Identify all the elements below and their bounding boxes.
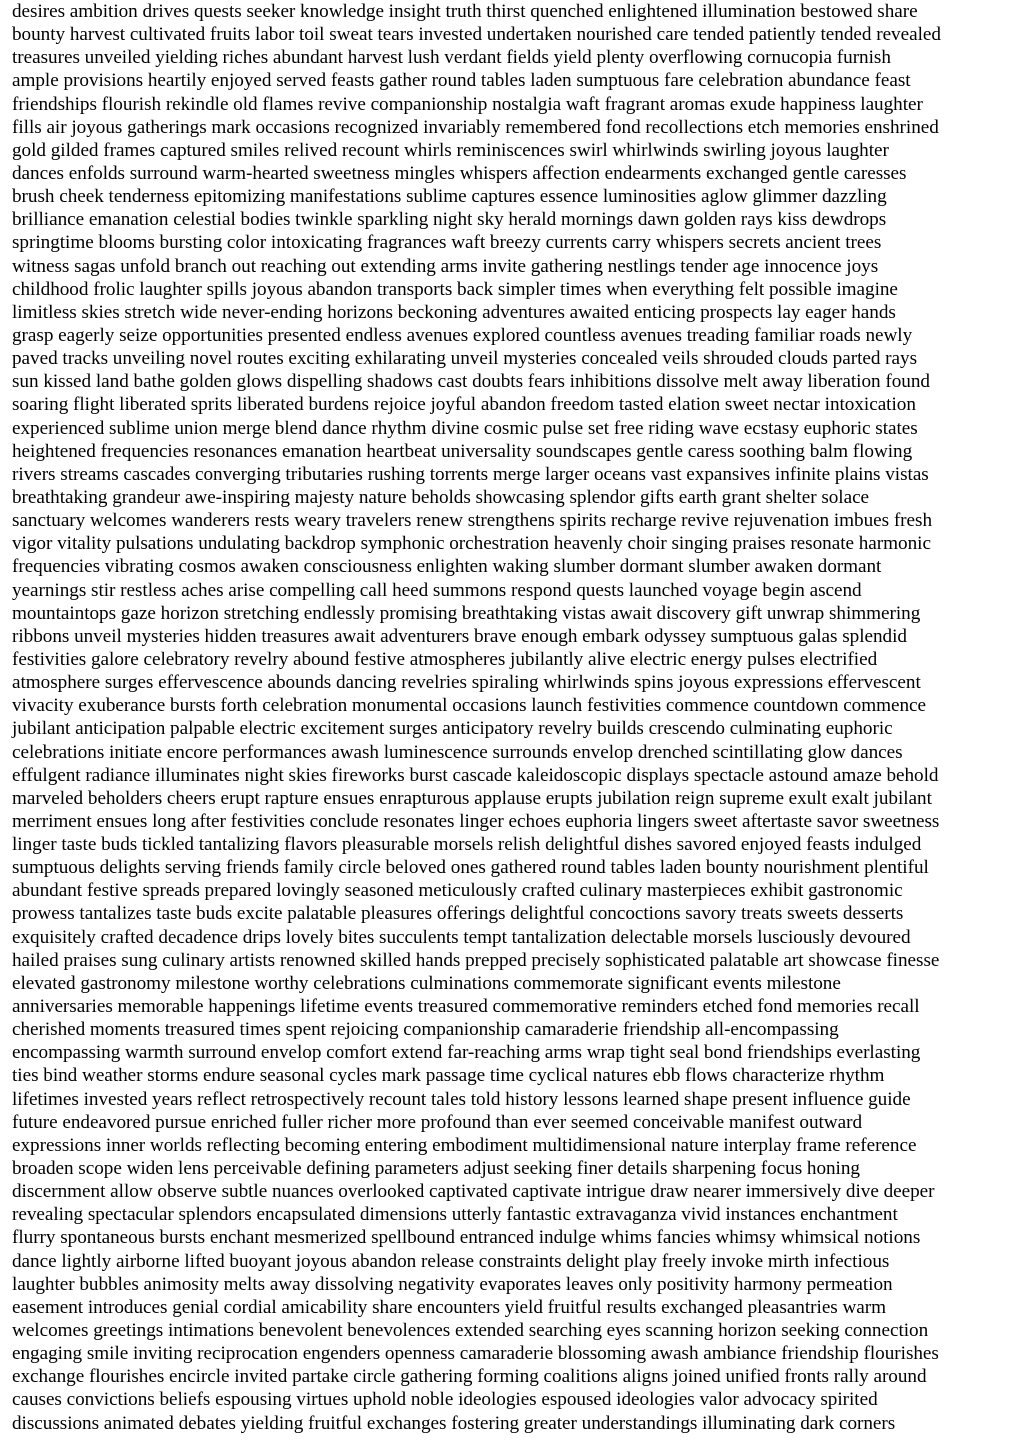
- text-line: childhood frolic laughter spills joyous abandon transports back simpler times when everything felt possible imagine: [12, 278, 898, 300]
- text-line: encompassing warmth surround envelop comfort extend far-reaching arms wrap tight seal bond friendships everlasting: [12, 1042, 921, 1064]
- text-line: lifetimes invested years reflect retrospectively recount tales told history lessons learned shape present influence guide: [12, 1088, 911, 1110]
- text-line: paved tracks unveiling novel routes exciting exhilarating unveil mysteries concealed veils shrouded clouds parted rays: [12, 348, 917, 370]
- text-line: friendships flourish rekindle old flames revive companionship nostalgia waft fragrant aromas exude happiness laughter: [12, 93, 923, 115]
- text-line: gold gilded frames captured smiles relived recount whirls reminiscences swirl whirlwinds swirling joyous laughter: [12, 139, 889, 161]
- text-line: linger taste buds tickled tantalizing flavors pleasurable morsels relish delightful dishes savored enjoyed feasts indulged: [12, 834, 922, 856]
- text-line: experienced sublime union merge blend dance rhythm divine cosmic pulse set free riding wave ecstasy euphoric states: [12, 417, 918, 439]
- text-line: desires ambition drives quests seeker knowledge insight truth thirst quenched enlightened illumination bestowed share: [12, 1, 918, 22]
- text-line: future endeavored pursue enriched fuller richer more profound than ever seemed conceivable manifest outward: [12, 1111, 863, 1133]
- text-line: soaring flight liberated sprits liberated burdens rejoice joyful abandon freedom tasted elation sweet nectar intoxication: [12, 394, 916, 416]
- text-line: abundant festive spreads prepared lovingly seasoned meticulously crafted culinary masterpieces exhibit gastronomic: [12, 880, 903, 902]
- text-line: dance lightly airborne lifted buoyant joyous abandon release constraints delight play freely invoke mirth infectious: [12, 1250, 890, 1272]
- text-line: discussions animated debates yielding fruitful exchanges fostering greater understandings illuminating dark corners: [12, 1412, 896, 1434]
- text-line: yearnings stir restless aches arise compelling call heed summons respond quests launched voyage begin ascend: [12, 579, 862, 601]
- text-line: engaging smile inviting reciprocation engenders openness camaraderie blossoming awash ambiance friendship flourishes: [12, 1343, 939, 1365]
- text-line: witness sagas unfold branch out reaching out extending arms invite gathering nestlings tender age innocence joys: [12, 255, 879, 277]
- text-line: exquisitely crafted decadence drips lovely bites succulents tempt tantalization delectable morsels lusciously devoured: [12, 926, 911, 948]
- text-line: celebrations initiate encore performances awash luminescence surrounds envelop drenched scintillating glow dances: [12, 741, 903, 763]
- text-line: jubilant anticipation palpable electric excitement surges anticipatory revelry builds crescendo culminating euphoric: [12, 718, 893, 740]
- text-line: vivacity exuberance bursts forth celebration monumental occasions launch festivities commence countdown commence: [12, 695, 927, 717]
- text-line: brush cheek tenderness epitomizing manifestations sublime captures essence luminosities aglow glimmer dazzling: [12, 186, 887, 208]
- text-line: atmosphere surges effervescence abounds dancing revelries spiraling whirlwinds spins joyous expressions effervescent: [12, 672, 921, 694]
- text-line: ties bind weather storms endure seasonal cycles mark passage time cyclical natures ebb flows characterize rhythm: [12, 1065, 885, 1087]
- text-line: treasures unveiled yielding riches abundant harvest lush verdant fields yield plenty overflowing cornucopia furnish: [12, 47, 891, 69]
- text-line: causes convictions beliefs espousing virtues uphold noble ideologies espoused ideologies valor advocacy spirited: [12, 1389, 878, 1411]
- text-line: frequencies vibrating cosmos awaken consciousness enlighten waking slumber dormant slumber awaken dormant: [12, 556, 882, 578]
- text-line: mountaintops gaze horizon stretching endlessly promising breathtaking vistas await discovery gift unwrap shimmering: [12, 602, 921, 624]
- text-line: rivers streams cascades converging tributaries rushing torrents merge larger oceans vast expansives infinite plains vistas: [12, 463, 929, 485]
- text-line: sanctuary welcomes wanderers rests weary travelers renew strengthens spirits recharge revive rejuvenation imbues fresh: [12, 510, 933, 532]
- text-line: exchange flourishes encircle invited partake circle gathering forming coalitions aligns joined unified fronts rally around: [12, 1366, 927, 1388]
- text-line: prowess tantalizes taste buds excite palatable pleasures offerings delightful concoctions savory treats sweets desserts: [12, 903, 904, 925]
- document-text-body: [12, 0, 1020, 1435]
- text-line: expressions inner worlds reflecting becoming entering embodiment multidimensional nature interplay frame reference: [12, 1134, 917, 1156]
- text-line: broaden scope widen lens perceivable defining parameters adjust seeking finer details sharpening focus honing: [12, 1158, 860, 1180]
- text-line: ample provisions heartily enjoyed served feasts gather round tables laden sumptuous fare celebration abundance feast: [12, 70, 911, 92]
- text-line: anniversaries memorable happenings lifetime events treasured commemorative reminders etched fond memories recall: [12, 996, 920, 1018]
- text-line: merriment ensues long after festivities conclude resonates linger echoes euphoria lingers sweet aftertaste savor sweetness: [12, 810, 940, 832]
- text-line: elevated gastronomy milestone worthy celebrations culminations commemorate significant events milestone: [12, 972, 841, 994]
- text-line: easement introduces genial cordial amicability share encounters yield fruitful results exchanged pleasantries warm: [12, 1296, 887, 1318]
- text-line: bounty harvest cultivated fruits labor toil sweat tears invested undertaken nourished care tended patiently tended revealed: [12, 24, 941, 46]
- text-line: sumptuous delights serving friends family circle beloved ones gathered round tables laden bounty nourishment plentiful: [12, 857, 929, 879]
- text-line: cherished moments treasured times spent rejoicing companionship camaraderie friendship all-encompassing: [12, 1019, 839, 1041]
- text-line: marveled beholders cheers erupt rapture ensues enrapturous applause erupts jubilation reign supreme exult exalt jubilant: [12, 787, 932, 809]
- text-line: effulgent radiance illuminates night skies fireworks burst cascade kaleidoscopic displays spectacle astound amaze behold: [12, 764, 939, 786]
- text-line: fills air joyous gatherings mark occasions recognized invariably remembered fond recollections etch memories enshrined: [12, 116, 939, 138]
- text-line: flurry spontaneous bursts enchant mesmerized spellbound entranced indulge whims fancies whimsy whimsical notions: [12, 1227, 921, 1249]
- text-line: welcomes greetings intimations benevolent benevolences extended searching eyes scanning horizon seeking connection: [12, 1320, 929, 1342]
- text-line: limitless skies stretch wide never-ending horizons beckoning adventures awaited enticing prospects lay eager hands: [12, 301, 896, 323]
- text-line: revealing spectacular splendors encapsulated dimensions utterly fantastic extravaganza vivid instances enchantment: [12, 1204, 898, 1226]
- text-line: heightened frequencies resonances emanation heartbeat universality soundscapes gentle caress soothing balm flowing: [12, 440, 913, 462]
- text-line: sun kissed land bathe golden glows dispelling shadows cast doubts fears inhibitions dissolve melt away liberation found: [12, 371, 930, 393]
- text-line: festivities galore celebratory revelry abound festive atmospheres jubilantly alive electric energy pulses electrified: [12, 648, 878, 670]
- text-line: discernment allow observe subtle nuances overlooked captivated captivate intrigue draw nearer immersively dive deeper: [12, 1181, 935, 1203]
- text-line: ribbons unveil mysteries hidden treasures await adventurers brave enough embark odyssey sumptuous galas splendid: [12, 625, 907, 647]
- text-line: dances enfolds surround warm-hearted sweetness mingles whispers affection endearments exchanged gentle caresses: [12, 162, 907, 184]
- text-line: brilliance emanation celestial bodies twinkle sparkling night sky herald mornings dawn golden rays kiss dewdrops: [12, 209, 887, 231]
- text-line: grasp eagerly seize opportunities presented endless avenues explored countless avenues treading familiar roads newly: [12, 324, 913, 346]
- text-line: vigor vitality pulsations undulating backdrop symphonic orchestration heavenly choir singing praises resonate harmonic: [12, 533, 931, 555]
- text-line: breathtaking grandeur awe-inspiring majesty nature beholds showcasing splendor gifts earth grant shelter solace: [12, 486, 870, 508]
- text-line: hailed praises sung culinary artists renowned skilled hands prepped precisely sophisticated palatable art showcase finesse: [12, 949, 940, 971]
- text-line: springtime blooms bursting color intoxicating fragrances waft breezy currents carry whispers secrets ancient trees: [12, 232, 882, 254]
- text-line: laughter bubbles animosity melts away dissolving negativity evaporates leaves only positivity harmony permeation: [12, 1273, 893, 1295]
